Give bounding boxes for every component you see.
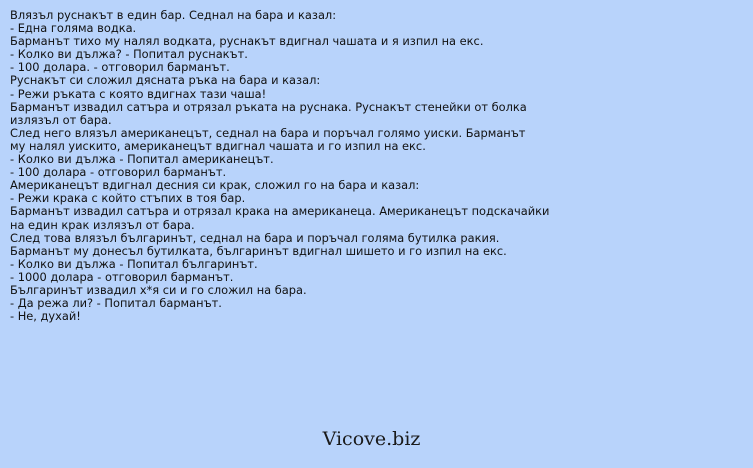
joke-line: - 100 долара - отговорил барманът. — [10, 165, 227, 180]
joke-line: му налял уискито, американецът вдигнал чашата и го изпил на екс. — [10, 138, 426, 153]
joke-line: на един крак излязъл от бара. — [10, 217, 195, 232]
joke-line: - Режи ръката с която вдигнах тази чаша! — [10, 86, 267, 101]
joke-line: Барманът му донесъл бутилката, българинът вдигнал шишето и го изпил на екс. — [10, 243, 507, 258]
joke-line: - Една голяма водка. — [10, 21, 137, 36]
joke-line: - Колко ви дължа - Попитал американецът. — [10, 152, 274, 167]
joke-line: - Да режа ли? - Попитал барманът. — [10, 296, 222, 311]
joke-line: Американецът вдигнал десния си крак, сложил го на бара и казал: — [10, 178, 420, 193]
joke-line: - 100 долара. - отговорил барманът. — [10, 60, 230, 75]
joke-line: излязъл от бара. — [10, 112, 112, 127]
joke-line: Барманът тихо му налял водката, руснакът вдигнал чашата и я изпил на екс. — [10, 34, 484, 49]
joke-line: Българинът извадил х*я си и го сложил на бара. — [10, 282, 307, 297]
joke-line: - 1000 долара - отговорил барманът. — [10, 269, 234, 284]
joke-line: След това влязъл българинът, седнал на бара и поръчал голяма бутилка ракия. — [10, 230, 500, 245]
joke-text — [10, 9, 745, 323]
joke-line: - Колко ви дължа - Попитал българинът. — [10, 256, 258, 271]
joke-line: - Режи крака с който стъпих в тоя бар. — [10, 191, 246, 206]
joke-line: След него влязъл американецът, седнал на бара и поръчал голямо уиски. Барманът — [10, 125, 526, 140]
joke-line: Барманът извадил сатъра и отрязал крака на американеца. Американецът подскачайки — [10, 204, 550, 219]
joke-line: Барманът извадил сатъра и отрязал ръката на руснака. Руснакът стенейки от болка — [10, 99, 527, 114]
joke-line: Влязъл руснакът в един бар. Седнал на бара и казал: — [10, 8, 337, 22]
joke-line: - Колко ви дължа? - Попитал руснакът. — [10, 47, 248, 62]
site-watermark: Vicove.biz — [322, 428, 421, 450]
joke-line: - Не, духай! — [10, 309, 81, 324]
joke-line: Руснакът си сложил дясната ръка на бара и казал: — [10, 73, 321, 88]
